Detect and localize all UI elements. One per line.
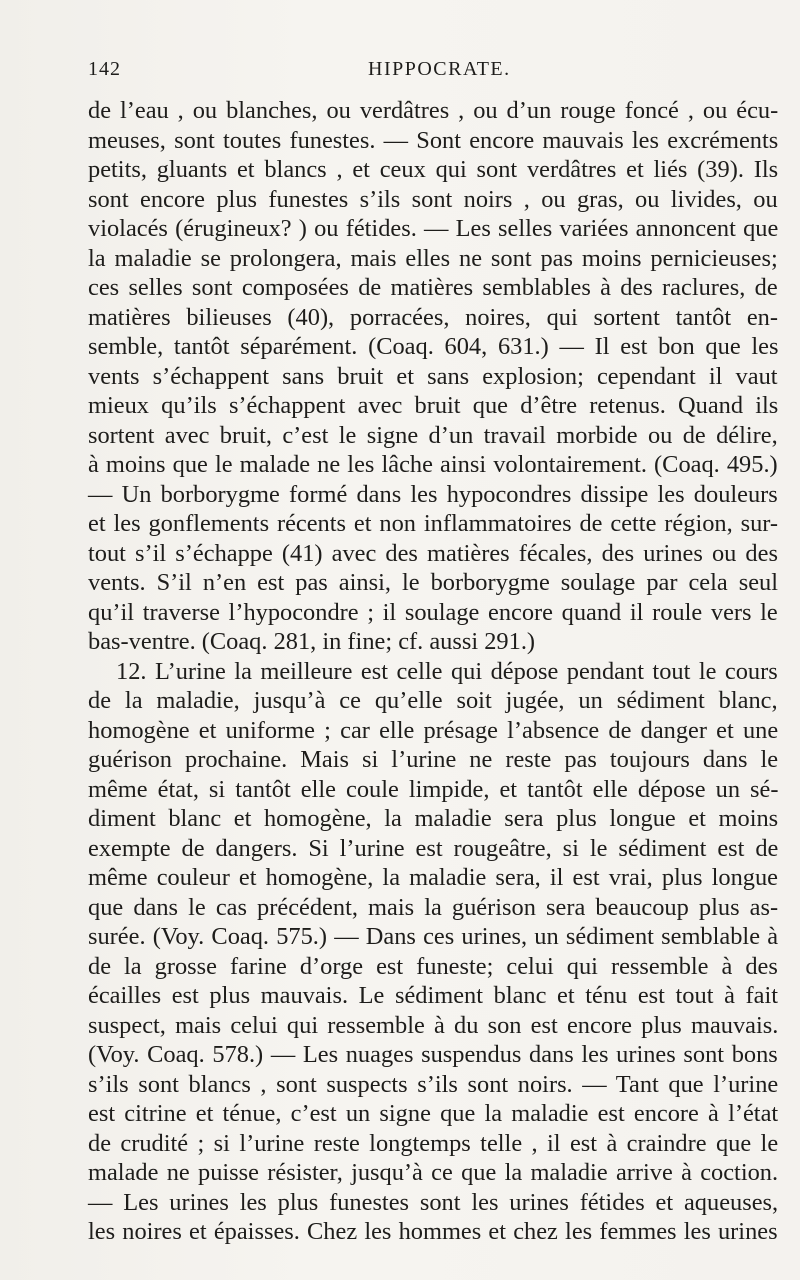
text-line: homogène et uniforme ; car elle présage l’absence de danger et une [88,716,779,744]
text-line: mieux qu’ils s’échappent avec bruit que d’être retenus. Quand ils [88,392,779,419]
text-line: petits, gluants et blancs , et ceux qui sont verdâtres et liés (39). Ils [88,156,779,183]
text-line: suspect, mais celui qui ressemble à du son est encore plus mauvais. [88,1011,779,1039]
text-line: s’ils sont blancs , sont suspects s’ils sont noirs. — Tant que l’urine [88,1070,779,1098]
text-line: la maladie se prolongera, mais elles ne sont pas moins pernicieuses; [88,244,778,272]
text-line: de la grosse farine d’orge est funeste; celui qui ressemble à des [88,952,778,980]
text-line: semble, tantôt séparément. (Coaq. 604, 631.) — Il est bon que les [88,333,779,360]
running-title: HIPPOCRATE. [368,58,511,80]
page-number: 142 [88,58,121,80]
text-line: — Les urines les plus funestes sont les urines fétides et aqueuses, [88,1188,779,1216]
running-head [88,58,800,84]
text-line: malade ne puisse résister, jusqu’à ce que la maladie arrive à coction. [88,1159,779,1186]
text-line: matières bilieuses (40), porracées, noires, qui sortent tantôt en- [88,303,778,331]
body-text [88,96,800,1247]
text-line: les noires et épaisses. Chez les hommes et chez les femmes les urines [88,1218,778,1245]
text-line: (Voy. Coaq. 578.) — Les nuages suspendus dans les urines sont bons [88,1041,778,1068]
text-line: vents s’échappent sans bruit et sans explosion; cependant il vaut [88,362,778,390]
text-line: violacés (érugineux? ) ou fétides. — Les selles variées annoncent que [88,215,779,242]
text-line: écailles est plus mauvais. Le sédiment blanc et ténu est tout à fait [88,982,778,1009]
text-line: même couleur et homogène, la maladie sera, il est vrai, plus longue [88,864,778,891]
text-line: que dans le cas précédent, mais la guérison sera beaucoup plus as- [88,893,779,921]
text-line: 12. L’urine la meilleure est celle qui dépose pendant tout le cours [116,657,778,685]
text-line: de la maladie, jusqu’à ce qu’elle soit jugée, un sédiment blanc, [88,687,778,714]
text-line: de l’eau , ou blanches, ou verdâtres , ou d’un rouge foncé , ou écu- [88,97,779,124]
text-line: vents. S’il n’en est pas ainsi, le borborygme soulage par cela seul [88,569,779,596]
text-line: bas-ventre. (Coaq. 281, in fine; cf. aussi 291.) [88,628,536,655]
text-line: diment blanc et homogène, la maladie sera plus longue et moins [88,805,779,832]
text-line: guérison prochaine. Mais si l’urine ne reste pas toujours dans le [88,746,779,773]
text-line: — Un borborygme formé dans les hypocondres dissipe les douleurs [88,480,778,508]
text-line: tout s’il s’échappe (41) avec des matières fécales, des urines ou des [88,539,778,567]
text-line: sortent avec bruit, c’est le signe d’un travail morbide ou de délire, [88,421,778,449]
text-line: sont encore plus funestes s’ils sont noirs , ou gras, ou livides, ou [88,185,778,213]
text-line: ces selles sont composées de matières semblables à des raclures, de [88,274,778,301]
text-line: meuses, sont toutes funestes. — Sont encore mauvais les excréments [88,126,779,154]
text-line: exempte de dangers. Si l’urine est rougeâtre, si le sédiment est de [88,834,779,862]
text-line: surée. (Voy. Coaq. 575.) — Dans ces urines, un sédiment semblable à [88,923,779,950]
text-line: même état, si tantôt elle coule limpide, et tantôt elle dépose un sé- [88,775,779,803]
text-line: qu’il traverse l’hypocondre ; il soulage encore quand il roule vers le [88,598,778,626]
text-line: est citrine et ténue, c’est un signe que la maladie est encore à l’état [88,1100,779,1127]
text-line: à moins que le malade ne les lâche ainsi volontairement. (Coaq. 495.) [88,451,778,478]
text-line: et les gonflements récents et non inflammatoires de cette région, sur- [88,510,779,537]
text-line: de crudité ; si l’urine reste longtemps telle , il est à craindre que le [88,1129,779,1157]
